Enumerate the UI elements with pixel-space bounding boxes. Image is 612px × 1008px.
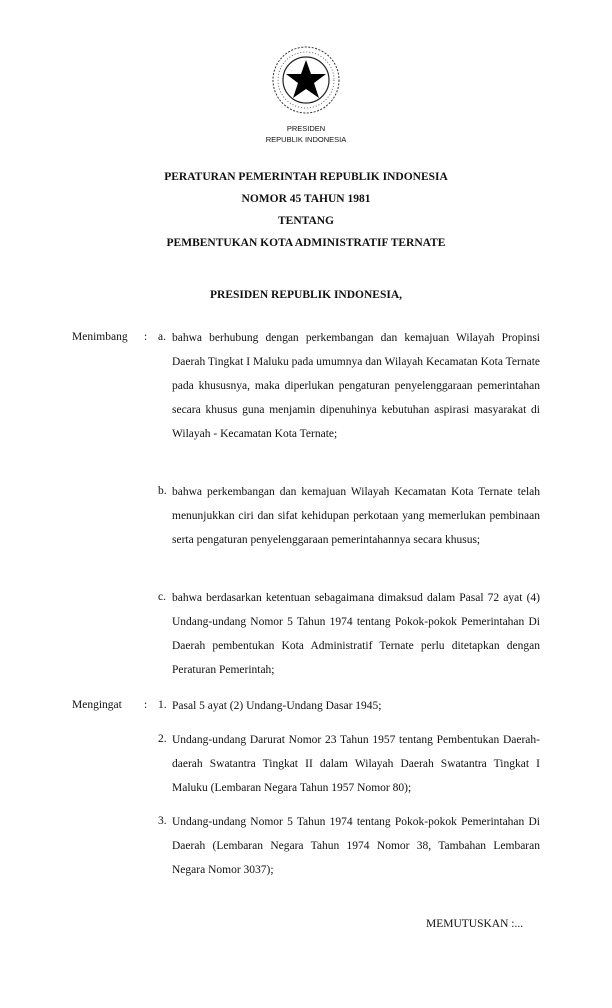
menimbang-item-a: bahwa berhubung dengan perkembangan dan kemajuan Wilayah Propinsi Daerah Tingkat I Maluku pada umumnya dan Wilayah Kecamatan Kota Ternate pada khususnya, maka diperlukan pengaturan penyelenggaraan pemerintahan secara khusus guna menjamin dipenuhinya kebutuhan aspirasi masyarakat di Wilayah - Kecamatan Kota Ternate; [172,332,540,440]
continuation-marker: MEMUTUSKAN :... [426,918,524,930]
item-number: 1. [158,699,167,711]
mengingat-colon: : [144,699,148,711]
item-number: b. [158,485,167,497]
office-line-1: PRESIDEN [286,124,326,133]
garuda-emblem-icon [268,44,344,116]
item-number: c. [158,591,166,603]
title-line-4: PEMBENTUKAN KOTA ADMINISTRATIF TERNATE [166,237,446,249]
office-line-2: REPUBLIK INDONESIA [265,135,347,144]
item-number: 3. [158,815,167,827]
issuer: PRESIDEN REPUBLIK INDONESIA, [209,289,403,301]
menimbang-item-b: bahwa perkembangan dan kemajuan Wilayah Kecamatan Kota Ternate telah menunjukkan ciri dan sifat kehidupan perkotaan yang memerlukan pembinaan serta pengaturan penyelenggaraan pemerintahannya secara khusus; [172,486,540,546]
menimbang-colon: : [144,331,148,343]
menimbang-item-c: bahwa berdasarkan ketentuan sebagaimana dimaksud dalam Pasal 72 ayat (4) Undang-undang Nomor 5 Tahun 1974 tentang Pokok-pokok Pemerintahan Di Daerah pembentukan Kota Administratif Ternate perlu ditetapkan dengan Peraturan Pemerintah; [172,592,540,676]
item-number: a. [158,331,166,343]
title-line-1: PERATURAN PEMERINTAH REPUBLIK INDONESIA [164,171,448,183]
title-line-3: TENTANG [277,215,335,227]
mengingat-label: Mengingat [72,699,122,711]
title-line-2: NOMOR 45 TAHUN 1981 [241,193,371,205]
mengingat-item-2: Undang-undang Darurat Nomor 23 Tahun 1957 tentang Pembentukan Daerah-daerah Swatantra Tingkat II dalam Wilayah Daerah Swatantra Tingkat I Maluku (Lembaran Negara Tahun 1957 Nomor 80); [172,734,540,794]
mengingat-item-3: Undang-undang Nomor 5 Tahun 1974 tentang Pokok-pokok Pemerintahan Di Daerah (Lembaran Negara Tahun 1974 Nomor 38, Tambahan Lembaran Negara Nomor 3037); [172,816,540,876]
mengingat-item-1: Pasal 5 ayat (2) Undang-Undang Dasar 1945; [172,700,382,712]
menimbang-label: Menimbang [72,331,128,343]
item-number: 2. [158,733,167,745]
